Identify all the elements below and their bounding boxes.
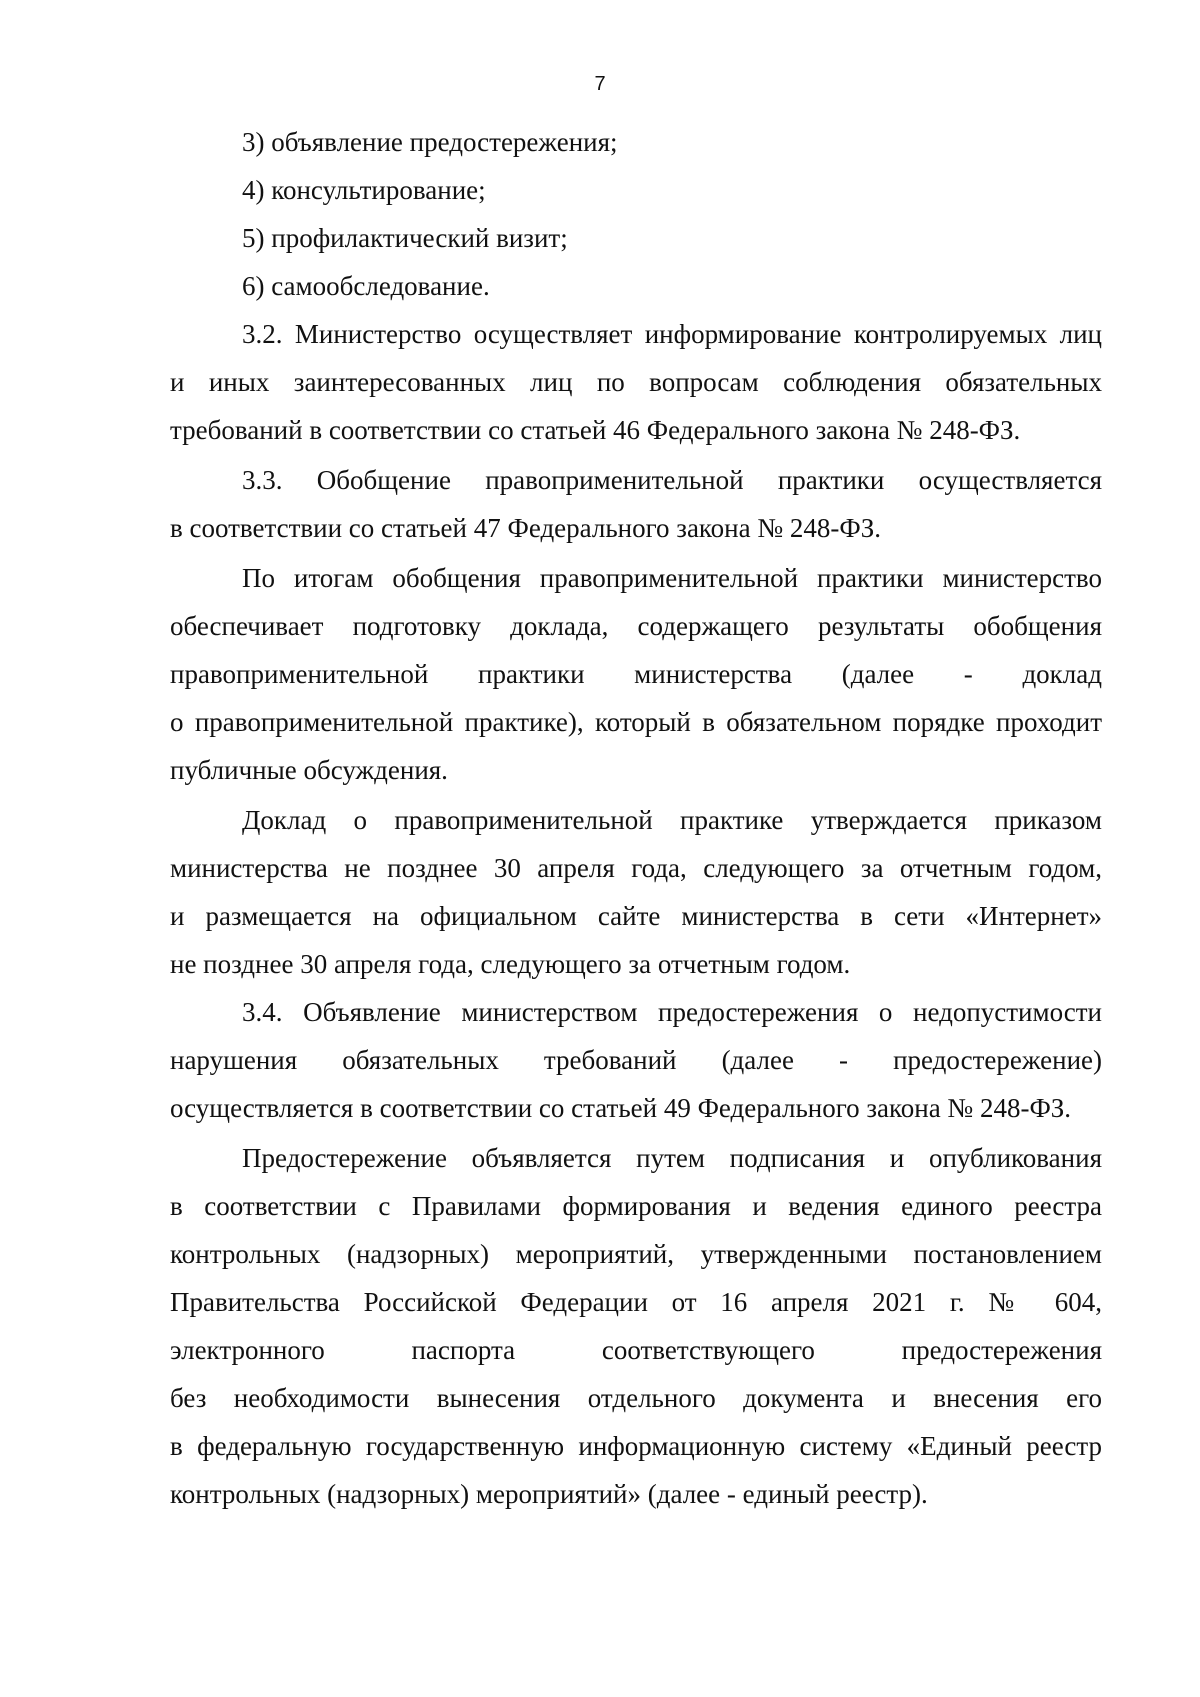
text-line: в федеральную государственную информационную систему «Единый реестр xyxy=(170,1431,1102,1461)
text-line: контрольных (надзорных) мероприятий» (далее - единый реестр). xyxy=(170,1479,928,1509)
paragraph-generalization xyxy=(170,554,1102,794)
text-line: 3.4. Объявление министерством предостережения о недопустимости xyxy=(242,997,1102,1027)
text-line: нарушения обязательных требований (далее - предостережение) xyxy=(170,1045,1102,1075)
text-line: публичные обсуждения. xyxy=(170,755,448,785)
text-line: и размещается на официальном сайте министерства в сети «Интернет» xyxy=(170,901,1102,931)
page-number: 7 xyxy=(594,73,606,95)
text-line: без необходимости вынесения отдельного документа и внесения его xyxy=(170,1383,1102,1413)
paragraph-3-2 xyxy=(170,310,1102,454)
list-item: 4) консультирование; xyxy=(242,175,486,205)
text-line: обеспечивает подготовку доклада, содержащего результаты обобщения xyxy=(170,611,1102,641)
text-line: министерства не позднее 30 апреля года, следующего за отчетным годом, xyxy=(170,853,1102,883)
text-line: в соответствии с Правилами формирования и ведения единого реестра xyxy=(170,1191,1102,1221)
paragraph-report xyxy=(170,796,1102,988)
text-line: требований в соответствии со статьей 46 Федерального закона № 248-ФЗ. xyxy=(170,415,1021,445)
text-line: электронного паспорта соответствующего предостережения xyxy=(170,1335,1102,1365)
text-line: осуществляется в соответствии со статьей 49 Федерального закона № 248-ФЗ. xyxy=(170,1093,1072,1123)
text-line: в соответствии со статьей 47 Федерального закона № 248-ФЗ. xyxy=(170,513,881,543)
list-item: 5) профилактический визит; xyxy=(242,223,568,253)
text-line: правоприменительной практики министерства (далее - доклад xyxy=(170,659,1102,689)
text-line: и иных заинтересованных лиц по вопросам соблюдения обязательных xyxy=(170,367,1102,397)
paragraph-3-3 xyxy=(170,456,1102,552)
text-line: не позднее 30 апреля года, следующего за отчетным годом. xyxy=(170,949,851,979)
text-line: контрольных (надзорных) мероприятий, утвержденными постановлением xyxy=(170,1239,1102,1269)
list-item: 3) объявление предостережения; xyxy=(242,127,618,157)
paragraph-warning xyxy=(170,1134,1102,1518)
document-body xyxy=(170,118,1102,1518)
text-line: Доклад о правоприменительной практике утверждается приказом xyxy=(242,805,1102,835)
text-line: Правительства Российской Федерации от 16 апреля 2021 г. № 604, xyxy=(170,1287,1102,1317)
text-line: о правоприменительной практике), который в обязательном порядке проходит xyxy=(170,707,1102,737)
list-item: 6) самообследование. xyxy=(242,271,490,301)
paragraph-3-4 xyxy=(170,988,1102,1132)
text-line: Предостережение объявляется путем подписания и опубликования xyxy=(242,1143,1102,1173)
text-line: По итогам обобщения правоприменительной практики министерство xyxy=(242,563,1102,593)
text-line: 3.3. Обобщение правоприменительной практики осуществляется xyxy=(242,465,1102,495)
text-line: 3.2. Министерство осуществляет информирование контролируемых лиц xyxy=(242,319,1102,349)
